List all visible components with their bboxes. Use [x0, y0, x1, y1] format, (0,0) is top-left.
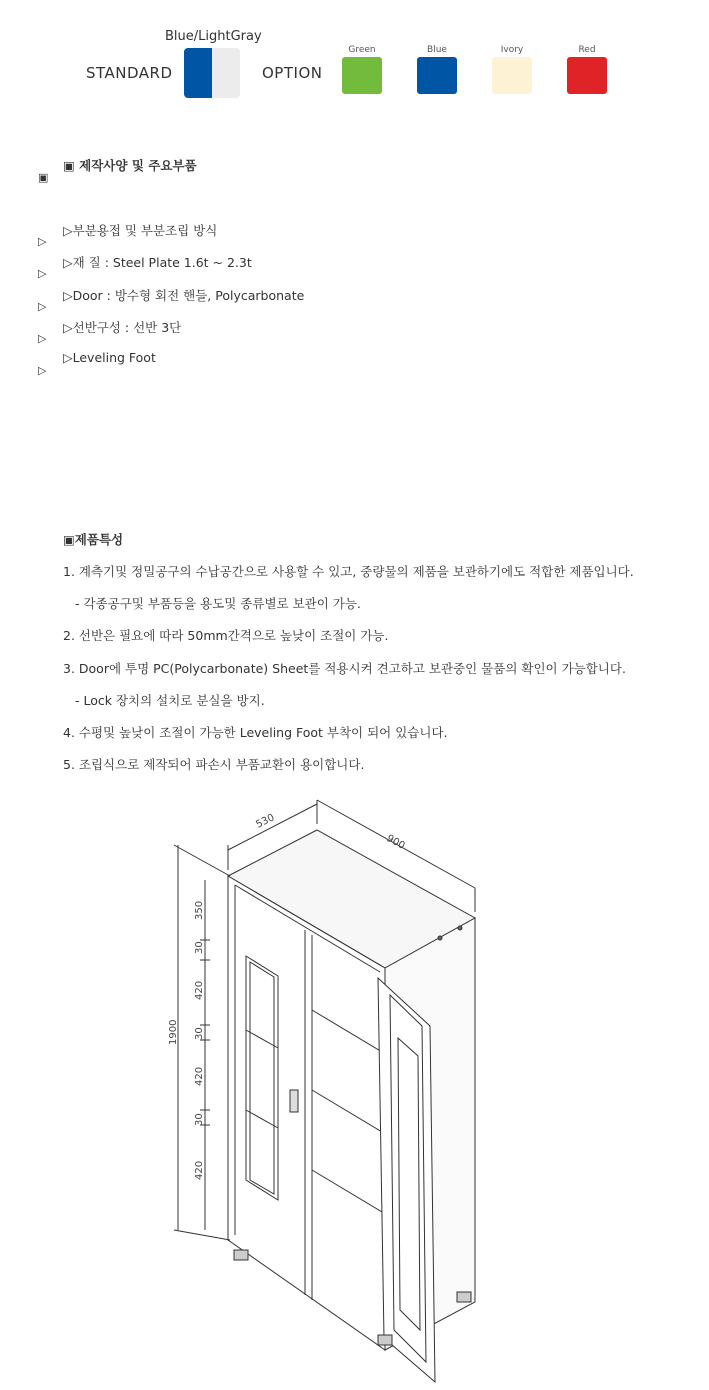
option-swatch: [342, 57, 382, 94]
side-arrow-icon: ▷: [38, 267, 47, 280]
feature-line: 5. 조립식으로 제작되어 파손시 부품교환이 용이합니다.: [63, 757, 365, 772]
spec-item: ▷선반구성 : 선반 3단: [63, 320, 182, 335]
feature-line: 1. 계측기및 정밀공구의 수납공간으로 사용할 수 있고, 중량물의 제품을 보관하기에도 적합한 제품입니다.: [63, 564, 634, 579]
spec-item: ▷Leveling Foot: [63, 350, 156, 365]
option-name: Green: [348, 45, 376, 55]
dim-seg: 420: [194, 980, 205, 1000]
option-swatch: [567, 57, 607, 94]
side-arrow-icon: ▷: [38, 235, 47, 248]
standard-swatch-lightgray: [212, 48, 240, 98]
dim-height: 1900: [168, 1019, 179, 1045]
standard-swatch-blue: [184, 48, 212, 98]
spec-item: ▷Door : 방수형 회전 핸들, Polycarbonate: [63, 288, 305, 303]
standard-color-caption: Blue/LightGray: [165, 29, 262, 44]
feature-line: 2. 선반은 필요에 따라 50mm간격으로 높낮이 조절이 가능.: [63, 628, 389, 643]
option-name: Blue: [427, 45, 447, 55]
dim-seg: 30: [194, 1027, 205, 1040]
option-red: [566, 44, 608, 94]
dim-seg: 350: [194, 900, 205, 920]
dim-seg: 30: [194, 1113, 205, 1126]
standard-color-swatch: [184, 48, 240, 98]
features-title: ▣제품특성: [63, 532, 124, 547]
option-green: [341, 44, 383, 94]
feature-subline: - 각종공구및 부품등을 용도및 종류별로 보관이 가능.: [75, 596, 361, 611]
option-label: OPTION: [262, 64, 323, 82]
cabinet-drawing: [150, 790, 490, 1386]
dim-seg: 420: [194, 1160, 205, 1180]
feature-line: 3. Door에 투명 PC(Polycarbonate) Sheet를 적용시켜 견고하고 보관중인 물품의 확인이 가능합니다.: [63, 661, 626, 676]
option-swatch: [417, 57, 457, 94]
dim-seg: 30: [194, 941, 205, 954]
dim-seg: 420: [194, 1066, 205, 1086]
feature-subline: - Lock 장치의 설치로 분실을 방지.: [75, 693, 265, 708]
dim-width: 900: [384, 833, 407, 852]
side-arrow-icon: ▷: [38, 332, 47, 345]
spec-item: ▷재 질 : Steel Plate 1.6t ~ 2.3t: [63, 255, 252, 270]
option-ivory: [491, 44, 533, 94]
standard-label: STANDARD: [86, 64, 173, 82]
option-blue: [416, 44, 458, 94]
dim-depth: 530: [254, 812, 277, 831]
option-name: Ivory: [500, 45, 524, 55]
option-name: Red: [578, 45, 596, 55]
side-square-icon: ▣: [38, 171, 49, 184]
side-arrow-icon: ▷: [38, 300, 47, 313]
feature-line: 4. 수평및 높낮이 조절이 가능한 Leveling Foot 부착이 되어 있습니다.: [63, 725, 448, 740]
option-swatch: [492, 57, 532, 94]
cabinet-drawing-svg: [150, 790, 490, 1386]
side-arrow-icon: ▷: [38, 364, 47, 377]
spec-item: ▷부분용접 및 부분조립 방식: [63, 223, 218, 238]
specs-title: ▣ 제작사양 및 주요부품: [63, 158, 197, 173]
